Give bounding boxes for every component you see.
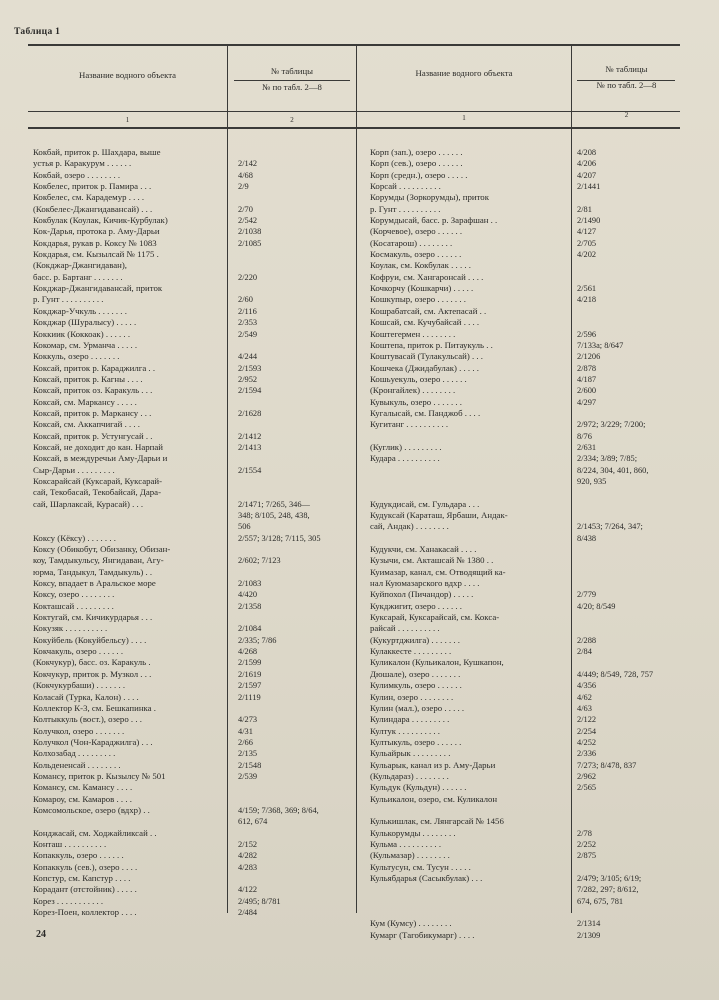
table-reference: 2/972; 3/229; 7/200; — [577, 420, 646, 430]
table-reference: 2/1358 — [238, 601, 262, 611]
water-body-name: Кокуйбель (Кокуйбельсу) . . . . — [33, 634, 147, 645]
water-body-name: Коксай, приток оз. Каракуль . . . — [33, 385, 153, 396]
table-reference — [238, 147, 356, 158]
table-reference: 2/1084 — [238, 624, 262, 634]
table-reference — [577, 567, 680, 578]
water-body-name: Сыр-Дарьи . . . . . . . . . — [33, 464, 115, 475]
water-body-name: Корумды (Зоркорумды), приток — [370, 192, 489, 203]
table-reference — [238, 419, 356, 430]
table-reference: 2/539 — [238, 771, 258, 781]
table-reference: 2/288 — [577, 635, 597, 645]
water-body-name: Кугитанг . . . . . . . . . . — [370, 419, 449, 430]
water-body-name: Коксай, приток р. Кагны . . . . — [33, 373, 143, 384]
table-reference — [238, 249, 356, 260]
water-body-name: (Кукуртджилга) . . . . . . . — [370, 634, 460, 645]
header-ref-top-left: № таблицы — [271, 66, 313, 76]
water-body-name: Кудуксай (Караташ, Ярбаши, Андак- — [370, 510, 508, 520]
table-reference: 4/218 — [577, 295, 597, 305]
table-reference — [577, 805, 680, 816]
table-reference: 4/63 — [577, 703, 592, 713]
water-body-name: Копаккуль (сев.), озеро . . . . — [33, 861, 138, 872]
water-body-name: Кульайрык . . . . . . . . . — [370, 748, 451, 759]
water-body-name: Кузычи, см. Акташсай № 1380 . . — [370, 555, 494, 566]
water-body-name: Кокдарья, рукав р. Коксу № 1083 — [33, 237, 157, 248]
water-body-name: Корп (сев.), озеро . . . . . . — [370, 158, 463, 169]
table-reference: 2/1554 — [238, 465, 262, 475]
table-reference — [577, 862, 680, 873]
table-reference: 2/1206 — [577, 352, 601, 362]
water-body-name: Кокджар (Шуралысу) . . . . . — [33, 317, 137, 328]
water-body-name: Коксу, впадает в Аральское море — [33, 578, 156, 589]
table-reference: 2/1085 — [238, 238, 262, 248]
table-reference — [238, 544, 356, 555]
column-number: 2 — [624, 111, 629, 119]
table-reference: 4/283 — [238, 862, 258, 872]
water-body-name: Кокбай, приток р. Шахдара, выше — [33, 147, 161, 157]
table-reference — [577, 306, 680, 317]
water-body-name: Колхозабад . . . . . . . . . — [33, 748, 116, 759]
water-body-name: Култук . . . . . . . . . . — [370, 725, 440, 736]
water-body-name: Коксай, в междуречьи Аму-Дарьи и — [33, 453, 168, 464]
water-body-name: Корп (зап.), озеро . . . . . . — [370, 147, 463, 157]
table-reference: 506 — [238, 522, 251, 532]
table-reference: 8/76 — [577, 431, 592, 441]
table-reference — [577, 487, 680, 498]
water-body-name: Коксай, приток р. Устунгусай . . — [33, 430, 153, 441]
table-reference: 2/220 — [238, 272, 258, 282]
table-reference: 2/1309 — [577, 930, 601, 940]
colnum-bottom-rule — [28, 127, 680, 129]
water-body-name: Кульарык, канал из р. Аму-Дарьи — [370, 759, 496, 770]
table-reference: 920, 935 — [577, 476, 607, 486]
column-number: 1 — [462, 114, 466, 122]
table-reference: 348; 8/105, 248, 438, — [238, 511, 310, 520]
water-body-name: Кулиндара . . . . . . . . . — [370, 714, 450, 725]
water-body-name: Коккиик (Коккоак) . . . . . . — [33, 328, 131, 339]
left-names-column — [33, 147, 226, 918]
table-reference — [577, 192, 680, 203]
water-body-name: Куимазар, канал, см. Отводящий ка- — [370, 566, 506, 577]
right-names-column — [370, 147, 570, 941]
water-body-name: Кудукдисай, см. Гульдара . . . — [370, 498, 480, 509]
water-body-name: Космакуль, озеро . . . . . . — [370, 249, 462, 260]
table-reference — [577, 657, 680, 668]
table-reference: 4/206 — [577, 159, 597, 169]
table-reference — [238, 782, 356, 793]
water-body-name: Кокджар-Джангидавансай, приток — [33, 283, 163, 294]
water-body-name: Корадант (отстойник) . . . . . — [33, 884, 137, 895]
table-reference: 2/602; 7/123 — [238, 556, 281, 566]
water-body-name: (Кульмазар) . . . . . . . . — [370, 850, 450, 861]
table-reference: 2/353 — [238, 318, 258, 328]
water-body-name: (Корчевое), озеро . . . . . . — [370, 226, 463, 237]
table-reference: 2/70 — [238, 204, 253, 214]
water-body-name: Кудара . . . . . . . . . . — [370, 453, 440, 464]
table-reference — [577, 578, 680, 589]
table-reference — [238, 567, 356, 578]
table-reference — [238, 283, 356, 294]
water-body-name: Кукджигит, озеро . . . . . . — [370, 600, 463, 611]
water-body-name: Кулин, озеро . . . . . . . . — [370, 691, 454, 702]
water-body-name: сай, Шарлаксай, Курасай) . . . — [33, 498, 144, 509]
water-body-name: Кошчека (Джидабулак) . . . . . — [370, 362, 479, 373]
table-reference: 2/336 — [577, 749, 597, 759]
water-body-name — [370, 476, 570, 487]
water-body-name: коу, Тамдыкульсу, Янгидаван, Агу- — [33, 555, 164, 566]
table-reference: 2/60 — [238, 295, 253, 305]
table-reference: 2/1412 — [238, 431, 262, 441]
water-body-name: Корез-Поен, коллектор . . . . — [33, 907, 137, 918]
table-reference — [577, 907, 680, 918]
table-reference: 2/495; 8/781 — [238, 896, 281, 906]
table-caption: Таблица 1 — [14, 27, 61, 37]
water-body-name: нал Куюмазарского вдхр . . . . — [370, 578, 480, 589]
water-body-name: Кошрабатсай, см. Актепасай . . — [370, 305, 487, 316]
column-divider — [571, 44, 572, 913]
table-reference: 4/273 — [238, 715, 258, 725]
water-body-name: Кулаккесте . . . . . . . . . — [370, 646, 452, 657]
table-reference: 4/268 — [238, 647, 258, 657]
table-reference: 2/84 — [577, 647, 592, 657]
left-refs-column — [238, 147, 356, 918]
water-body-name: Кокбулак (Коулак, Кичик-Курбулак) — [33, 215, 168, 226]
water-body-name: Коксу (Кёксу) . . . . . . . — [33, 532, 116, 543]
water-body-name: (Кульдараз) . . . . . . . . — [370, 770, 449, 781]
table-reference: 4/62 — [577, 692, 592, 702]
table-reference: 2/335; 7/86 — [238, 635, 277, 645]
table-reference: 4/207 — [577, 170, 597, 180]
table-reference: 2/66 — [238, 737, 253, 747]
water-body-name: Кум (Кумсу) . . . . . . . . — [370, 918, 452, 929]
water-body-name: Куксарай, Куксарайсай, см. Кокса- — [370, 612, 500, 623]
water-body-name: Кокчакуль, озеро . . . . . . — [33, 646, 124, 657]
table-reference: 2/78 — [577, 828, 592, 838]
water-body-name: Кокбай, озеро . . . . . . . . — [33, 169, 121, 180]
table-reference — [238, 828, 356, 839]
water-body-name: Корез . . . . . . . . . . . — [33, 895, 104, 906]
table-reference: 4/122 — [238, 885, 258, 895]
table-reference: 2/254 — [577, 726, 597, 736]
water-body-name: р. Гунт . . . . . . . . . . — [370, 203, 441, 214]
water-body-name: Кошкупыр, озеро . . . . . . . — [370, 294, 466, 305]
table-reference: 4/252 — [577, 737, 597, 747]
table-reference — [577, 408, 680, 419]
water-body-name: басс. р. Бартанг . . . . . . . — [33, 271, 123, 282]
section-divider — [356, 44, 357, 913]
table-reference: 2/557; 3/128; 7/115, 305 — [238, 533, 321, 543]
table-reference — [238, 260, 356, 271]
water-body-name — [370, 465, 570, 476]
water-body-name: Кудукчи, см. Ханакасай . . . . — [370, 544, 477, 555]
table-reference: 4/420 — [238, 590, 258, 600]
table-reference — [577, 555, 680, 566]
water-body-name: Кульикалон, озеро, см. Куликалон — [370, 793, 498, 804]
water-body-name: Культусун, см. Тусун . . . . . — [370, 861, 471, 872]
water-body-name: Команcу, см. Каманcу . . . . — [33, 782, 133, 793]
table-reference: 2/1038 — [238, 227, 262, 237]
table-reference: 2/705 — [577, 238, 597, 248]
page-number: 24 — [36, 929, 46, 940]
water-body-name — [370, 487, 570, 498]
water-body-name: Конташ . . . . . . . . . . — [33, 838, 107, 849]
table-reference: 7/273; 8/478, 837 — [577, 760, 637, 770]
table-reference: 2/1619 — [238, 669, 262, 679]
water-body-name: Кульма . . . . . . . . . . — [370, 838, 442, 849]
water-body-name: устья р. Каракурум . . . . . . — [33, 158, 132, 169]
table-reference: 2/549 — [238, 329, 258, 339]
table-reference: 2/542 — [238, 216, 258, 226]
header-ref-bottom-left: № по табл. 2—8 — [262, 82, 322, 92]
table-reference: 4/187 — [577, 374, 597, 384]
water-body-name: Коксай, не доходит до кан. Нарпай — [33, 441, 164, 452]
water-body-name — [33, 510, 226, 521]
water-body-name: Колтыккуль (вост.), озеро . . . — [33, 714, 142, 725]
column-number: 1 — [125, 116, 130, 124]
table-reference: 2/631 — [577, 442, 597, 452]
water-body-name: Куйпохол (Пичандор) . . . . . — [370, 589, 474, 600]
table-reference — [577, 499, 680, 510]
water-body-name: Кульябдарья (Сасыкбулак) . . . — [370, 873, 483, 883]
table-reference: 8/438 — [577, 533, 597, 543]
right-refs-column — [577, 147, 680, 941]
water-body-name: Кулькорумды . . . . . . . . — [370, 827, 456, 838]
table-reference: 2/1593 — [238, 363, 262, 373]
water-body-name: Кок-Дарья, протока р. Аму-Дарьи — [33, 226, 160, 237]
table-reference: 2/561 — [577, 284, 597, 294]
table-reference: 2/252 — [577, 839, 597, 849]
column-divider — [227, 44, 228, 913]
table-reference: 7/133a; 8/647 — [577, 340, 624, 350]
water-body-name: Кулин (мал.), озеро . . . . . — [370, 702, 465, 713]
table-reference — [238, 397, 356, 408]
water-body-name: Коксай, приток р. Караджилга . . — [33, 362, 156, 373]
water-body-name: Коштувасай (Тулакульсай) . . . — [370, 351, 483, 362]
table-reference: 7/282, 297; 8/612, — [577, 885, 639, 895]
water-body-name: Копстур, см. Капстур . . . . — [33, 873, 131, 883]
table-reference — [577, 510, 680, 521]
table-reference: 2/1628 — [238, 408, 262, 418]
table-reference: 2/1490 — [577, 216, 601, 226]
table-reference: 612, 674 — [238, 817, 268, 827]
table-reference: 2/962 — [577, 771, 597, 781]
water-body-name: Кокчукур, приток р. Музкол . . . — [33, 668, 152, 679]
water-body-name: Коксу, озеро . . . . . . . . — [33, 589, 115, 600]
water-body-name: Кокдарья, см. Кызылсай № 1175 . — [33, 249, 159, 260]
water-body-name: Кофруи, см. Хангаронсай . . . . — [370, 271, 484, 282]
table-reference: 2/1083 — [238, 579, 262, 589]
water-body-name: сай, Андак) . . . . . . . . — [370, 521, 449, 532]
table-reference: 2/9 — [238, 182, 249, 192]
water-body-name: Коулак, см. Кокбулак . . . . . — [370, 260, 471, 271]
water-body-name: Кокузяк . . . . . . . . . . — [33, 623, 108, 634]
water-body-name: Кокбелес, приток р. Памира . . . — [33, 181, 152, 192]
header-name-right: Название водного объекта — [415, 68, 513, 78]
water-body-name: Кокомар, см. Урманча . . . . . — [33, 339, 138, 350]
water-body-name: Коксарайсай (Куксарай, Куксарай- — [33, 475, 163, 486]
table-reference — [577, 260, 680, 271]
water-body-name: Коксу (Обикобут, Обизанку, Обизан- — [33, 544, 171, 555]
table-reference: 2/116 — [238, 306, 257, 316]
header-name-left: Название водного объекта — [79, 70, 176, 80]
table-reference: 2/1453; 7/264, 347; — [577, 522, 643, 532]
table-reference: 2/596 — [577, 329, 597, 339]
table-reference: 2/1599 — [238, 658, 262, 668]
water-body-name — [370, 533, 570, 544]
table-reference: 8/224, 304, 401, 860, — [577, 465, 649, 475]
water-body-name: Копаккуль, озеро . . . . . . — [33, 850, 124, 861]
water-body-name: Комсомольское, озеро (вдхр) . . — [33, 804, 150, 815]
table-reference — [577, 816, 680, 827]
table-reference — [238, 476, 356, 487]
water-body-name: Коллектор К-3, см. Бешкапинка . — [33, 702, 156, 713]
table-reference: 2/952 — [238, 374, 258, 384]
table-reference: 4/31 — [238, 726, 253, 736]
table-reference: 2/875 — [577, 851, 597, 861]
water-body-name: (Кронгайлек) . . . . . . . . — [370, 385, 456, 396]
water-body-name: Кошьуекуль, озеро . . . . . . — [370, 373, 467, 384]
water-body-name: Коксай, см. Маркансу . . . . . — [33, 396, 137, 407]
table-reference — [238, 453, 356, 464]
water-body-name — [370, 884, 570, 895]
table-reference: 2/142 — [238, 159, 258, 169]
table-reference — [238, 340, 356, 351]
water-body-name — [370, 805, 570, 816]
water-body-name: (Кокджар-Джангидаван), — [33, 260, 127, 271]
water-body-name: Кокджар-Учкуль . . . . . . . — [33, 305, 127, 316]
table-reference: 2/1548 — [238, 760, 262, 770]
water-body-name: Кольдененсай . . . . . . . . — [33, 759, 121, 770]
water-body-name: Дюшале), озеро . . . . . . . — [370, 668, 461, 679]
table-reference: 4/356 — [577, 681, 597, 691]
water-body-name — [370, 907, 570, 918]
column-number: 2 — [290, 116, 294, 124]
water-body-name: Коктугай, см. Кичикурдарья . . . — [33, 612, 153, 623]
header-ref-bottom-right: № по табл. 2—8 — [596, 80, 657, 90]
table-reference: 2/122 — [577, 715, 597, 725]
water-body-name: Кочкорчу (Кошкарчи) . . . . . — [370, 283, 474, 294]
table-reference — [577, 544, 680, 555]
water-body-name: Кокташсай . . . . . . . . . — [33, 600, 114, 611]
table-reference — [577, 623, 680, 634]
table-reference: 4/208 — [577, 148, 597, 157]
water-body-name: Комароу, см. Камаров . . . . — [33, 793, 132, 804]
table-reference: 2/81 — [577, 204, 592, 214]
table-reference — [238, 487, 356, 498]
table-reference: 2/878 — [577, 363, 597, 373]
water-body-name: (Кокчукур), басс. оз. Каракуль . — [33, 657, 151, 668]
water-body-name: Коксай, приток р. Маркансу . . . — [33, 407, 152, 418]
water-body-name: юрма, Тандыкул, Тамдыкуль) . . — [33, 566, 153, 577]
table-reference: 4/20; 8/549 — [577, 601, 616, 611]
water-body-name: Култыкуль, озеро . . . . . . — [370, 736, 462, 747]
water-body-name: Куликалон (Кульикалон, Кушкапон, — [370, 657, 504, 668]
water-body-name: Колучкол, озеро . . . . . . . — [33, 725, 125, 736]
table-reference — [238, 794, 356, 805]
table-reference: 2/600 — [577, 386, 597, 396]
table-reference — [577, 272, 680, 283]
water-body-name: Коштегермен . . . . . . . . — [370, 328, 456, 339]
water-body-name: (Косатарош) . . . . . . . . — [370, 237, 453, 248]
water-body-name: Кумарг (Тагобикумарг) . . . . — [370, 929, 475, 940]
table-reference — [577, 317, 680, 328]
water-body-name: Кулькишлак, см. Лянгарсай № 1456 — [370, 816, 504, 827]
table-reference: 2/479; 3/105; 6/19; — [577, 874, 642, 883]
water-body-name: р. Гунт . . . . . . . . . . — [33, 294, 104, 305]
table-top-rule — [28, 44, 680, 46]
table-reference: 4/159; 7/368, 369; 8/64, — [238, 805, 319, 815]
water-body-name: (Куглик) . . . . . . . . . — [370, 441, 442, 452]
table-reference: 2/135 — [238, 749, 258, 759]
water-body-name — [33, 521, 226, 532]
water-body-name: Коккуль, озеро . . . . . . . — [33, 351, 120, 362]
table-reference — [238, 703, 356, 714]
table-reference: 2/1119 — [238, 692, 261, 702]
table-reference: 2/779 — [577, 590, 597, 600]
table-reference — [238, 612, 356, 623]
table-reference: 2/152 — [238, 839, 258, 849]
table-reference: 4/282 — [238, 851, 258, 861]
water-body-name: Кулимкуль, озеро . . . . . . — [370, 680, 462, 691]
table-reference: 2/334; 3/89; 7/85; — [577, 454, 638, 464]
water-body-name: (Кокбелес-Джангидавансай) . . . — [33, 203, 153, 214]
water-body-name — [370, 896, 570, 907]
table-reference: 2/1594 — [238, 386, 262, 396]
table-reference: 2/1597 — [238, 681, 262, 691]
water-body-name — [370, 431, 570, 442]
table-reference — [238, 192, 356, 203]
water-body-name: Кульдук (Кульдун) . . . . . . — [370, 782, 467, 793]
table-reference: 4/244 — [238, 352, 258, 362]
water-body-name: Коштепа, приток р. Питаукуль . . — [370, 339, 493, 350]
water-body-name: (Кокчукурбаши) . . . . . . . — [33, 680, 126, 691]
water-body-name: Кугалысай, см. Панджоб . . . . — [370, 407, 481, 418]
table-reference: 674, 675, 781 — [577, 896, 624, 906]
water-body-name: райсай . . . . . . . . . . — [370, 623, 440, 634]
table-reference: 4/297 — [577, 397, 597, 407]
water-body-name: Кокбелес, см. Карадемур . . . . — [33, 192, 145, 203]
water-body-name: Кувыкуль, озеро . . . . . . . — [370, 396, 462, 407]
table-reference: 2/1441 — [577, 182, 601, 192]
table-reference: 4/449; 8/549, 728, 757 — [577, 669, 654, 679]
header-ref-top-right: № таблицы — [605, 64, 648, 74]
table-reference: 4/202 — [577, 250, 597, 260]
table-reference: 2/1471; 7/265, 346— — [238, 499, 310, 509]
water-body-name: Конджасай, см. Ходжайликсай . . — [33, 827, 157, 838]
water-body-name: Колучкол (Чон-Караджилга) . . . — [33, 736, 153, 747]
table-reference: 4/127 — [577, 227, 597, 237]
table-reference: 2/1413 — [238, 442, 262, 452]
table-reference — [238, 873, 356, 884]
header-sub-rule — [234, 80, 350, 81]
table-reference: 2/484 — [238, 908, 258, 918]
water-body-name: Корп (средн.), озеро . . . . . — [370, 169, 468, 180]
water-body-name: Команcу, приток р. Кызылсу № 501 — [33, 770, 166, 781]
water-body-name: сай, Текобасай, Текобайсай, Дара- — [33, 487, 162, 498]
table-reference: 4/68 — [238, 170, 253, 180]
water-body-name: Кошсай, см. Кучубайсай . . . . — [370, 317, 480, 328]
table-reference — [577, 612, 680, 623]
water-body-name — [33, 816, 226, 827]
water-body-name: Коксай, см. Аккапчигай . . . . — [33, 419, 140, 430]
table-reference: 2/1314 — [577, 919, 601, 929]
table-reference: 2/565 — [577, 783, 597, 793]
table-reference — [577, 794, 680, 805]
water-body-name: Коласай (Турка, Калон) . . . . — [33, 691, 139, 702]
water-body-name: Корумдысай, басс. р. Зарафшан . . — [370, 215, 498, 226]
water-body-name: Корсай . . . . . . . . . . — [370, 181, 441, 192]
